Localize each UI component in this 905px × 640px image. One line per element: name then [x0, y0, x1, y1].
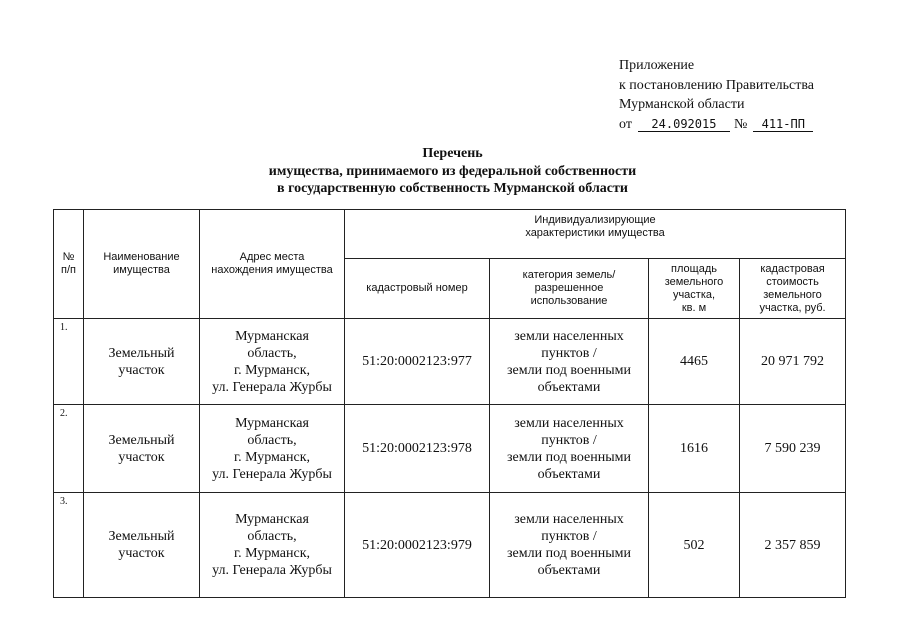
table-row — [54, 405, 846, 493]
table-row — [54, 319, 846, 405]
header-characteristics-group: Индивидуализирующие характеристики имущества — [345, 210, 846, 259]
row-cadastral-number: 51:20:0002123:979 — [345, 493, 490, 598]
row-name: Земельный участок — [84, 405, 200, 493]
document-title: Перечень — [422, 146, 483, 161]
header-name: Наименование имущества — [84, 210, 200, 319]
row-area: 4465 — [649, 319, 740, 405]
table-row — [54, 493, 846, 598]
header-cadastral-cost: кадастровая стоимость земельного участка, руб. — [740, 259, 846, 319]
header-cadastral-number: кадастровый номер — [345, 259, 490, 319]
row-name: Земельный участок — [84, 493, 200, 598]
document-subtitle-line-2: в государственную собственность Мурманской области — [277, 181, 628, 196]
row-cadastral-cost: 7 590 239 — [740, 405, 846, 493]
appendix-resolution-line: к постановлению Правительства — [619, 77, 815, 93]
row-land-category: земли населенных пунктов / земли под военными объектами — [490, 493, 649, 598]
row-num: 1. — [54, 319, 84, 405]
row-land-category: земли населенных пунктов / земли под военными объектами — [490, 319, 649, 405]
row-cadastral-number: 51:20:0002123:978 — [345, 405, 490, 493]
appendix-block — [619, 56, 814, 134]
appendix-title: Приложение — [619, 58, 695, 73]
row-num: 3. — [54, 493, 84, 598]
row-cadastral-number: 51:20:0002123:977 — [345, 319, 490, 405]
number-prefix: № — [733, 116, 748, 132]
appendix-date-number-line — [619, 115, 814, 135]
header-address: Адрес места нахождения имущества — [200, 210, 345, 319]
row-num: 2. — [54, 405, 84, 493]
row-address: Мурманская область, г. Мурманск, ул. Генерала Журбы — [200, 493, 345, 598]
date-field: 24.092015 — [638, 117, 730, 132]
row-area: 1616 — [649, 405, 740, 493]
header-area: площадь земельного участка, кв. м — [649, 259, 740, 319]
row-address: Мурманская область, г. Мурманск, ул. Генерала Журбы — [200, 405, 345, 493]
row-cadastral-cost: 2 357 859 — [740, 493, 846, 598]
document-subtitle-line-1: имущества, принимаемого из федеральной собственности — [268, 163, 637, 179]
property-table — [53, 209, 846, 598]
date-prefix: от — [619, 116, 632, 132]
appendix-region-line: Мурманской области — [619, 97, 745, 112]
row-name: Земельный участок — [84, 319, 200, 405]
header-row-1 — [54, 210, 846, 259]
row-address: Мурманская область, г. Мурманск, ул. Генерала Журбы — [200, 319, 345, 405]
number-field: 411-ПП — [753, 117, 813, 132]
header-land-category: категория земель/ разрешенное использование — [490, 259, 649, 319]
row-area: 502 — [649, 493, 740, 598]
row-cadastral-cost: 20 971 792 — [740, 319, 846, 405]
row-land-category: земли населенных пунктов / земли под военными объектами — [490, 405, 649, 493]
header-num: № п/п — [54, 210, 84, 319]
